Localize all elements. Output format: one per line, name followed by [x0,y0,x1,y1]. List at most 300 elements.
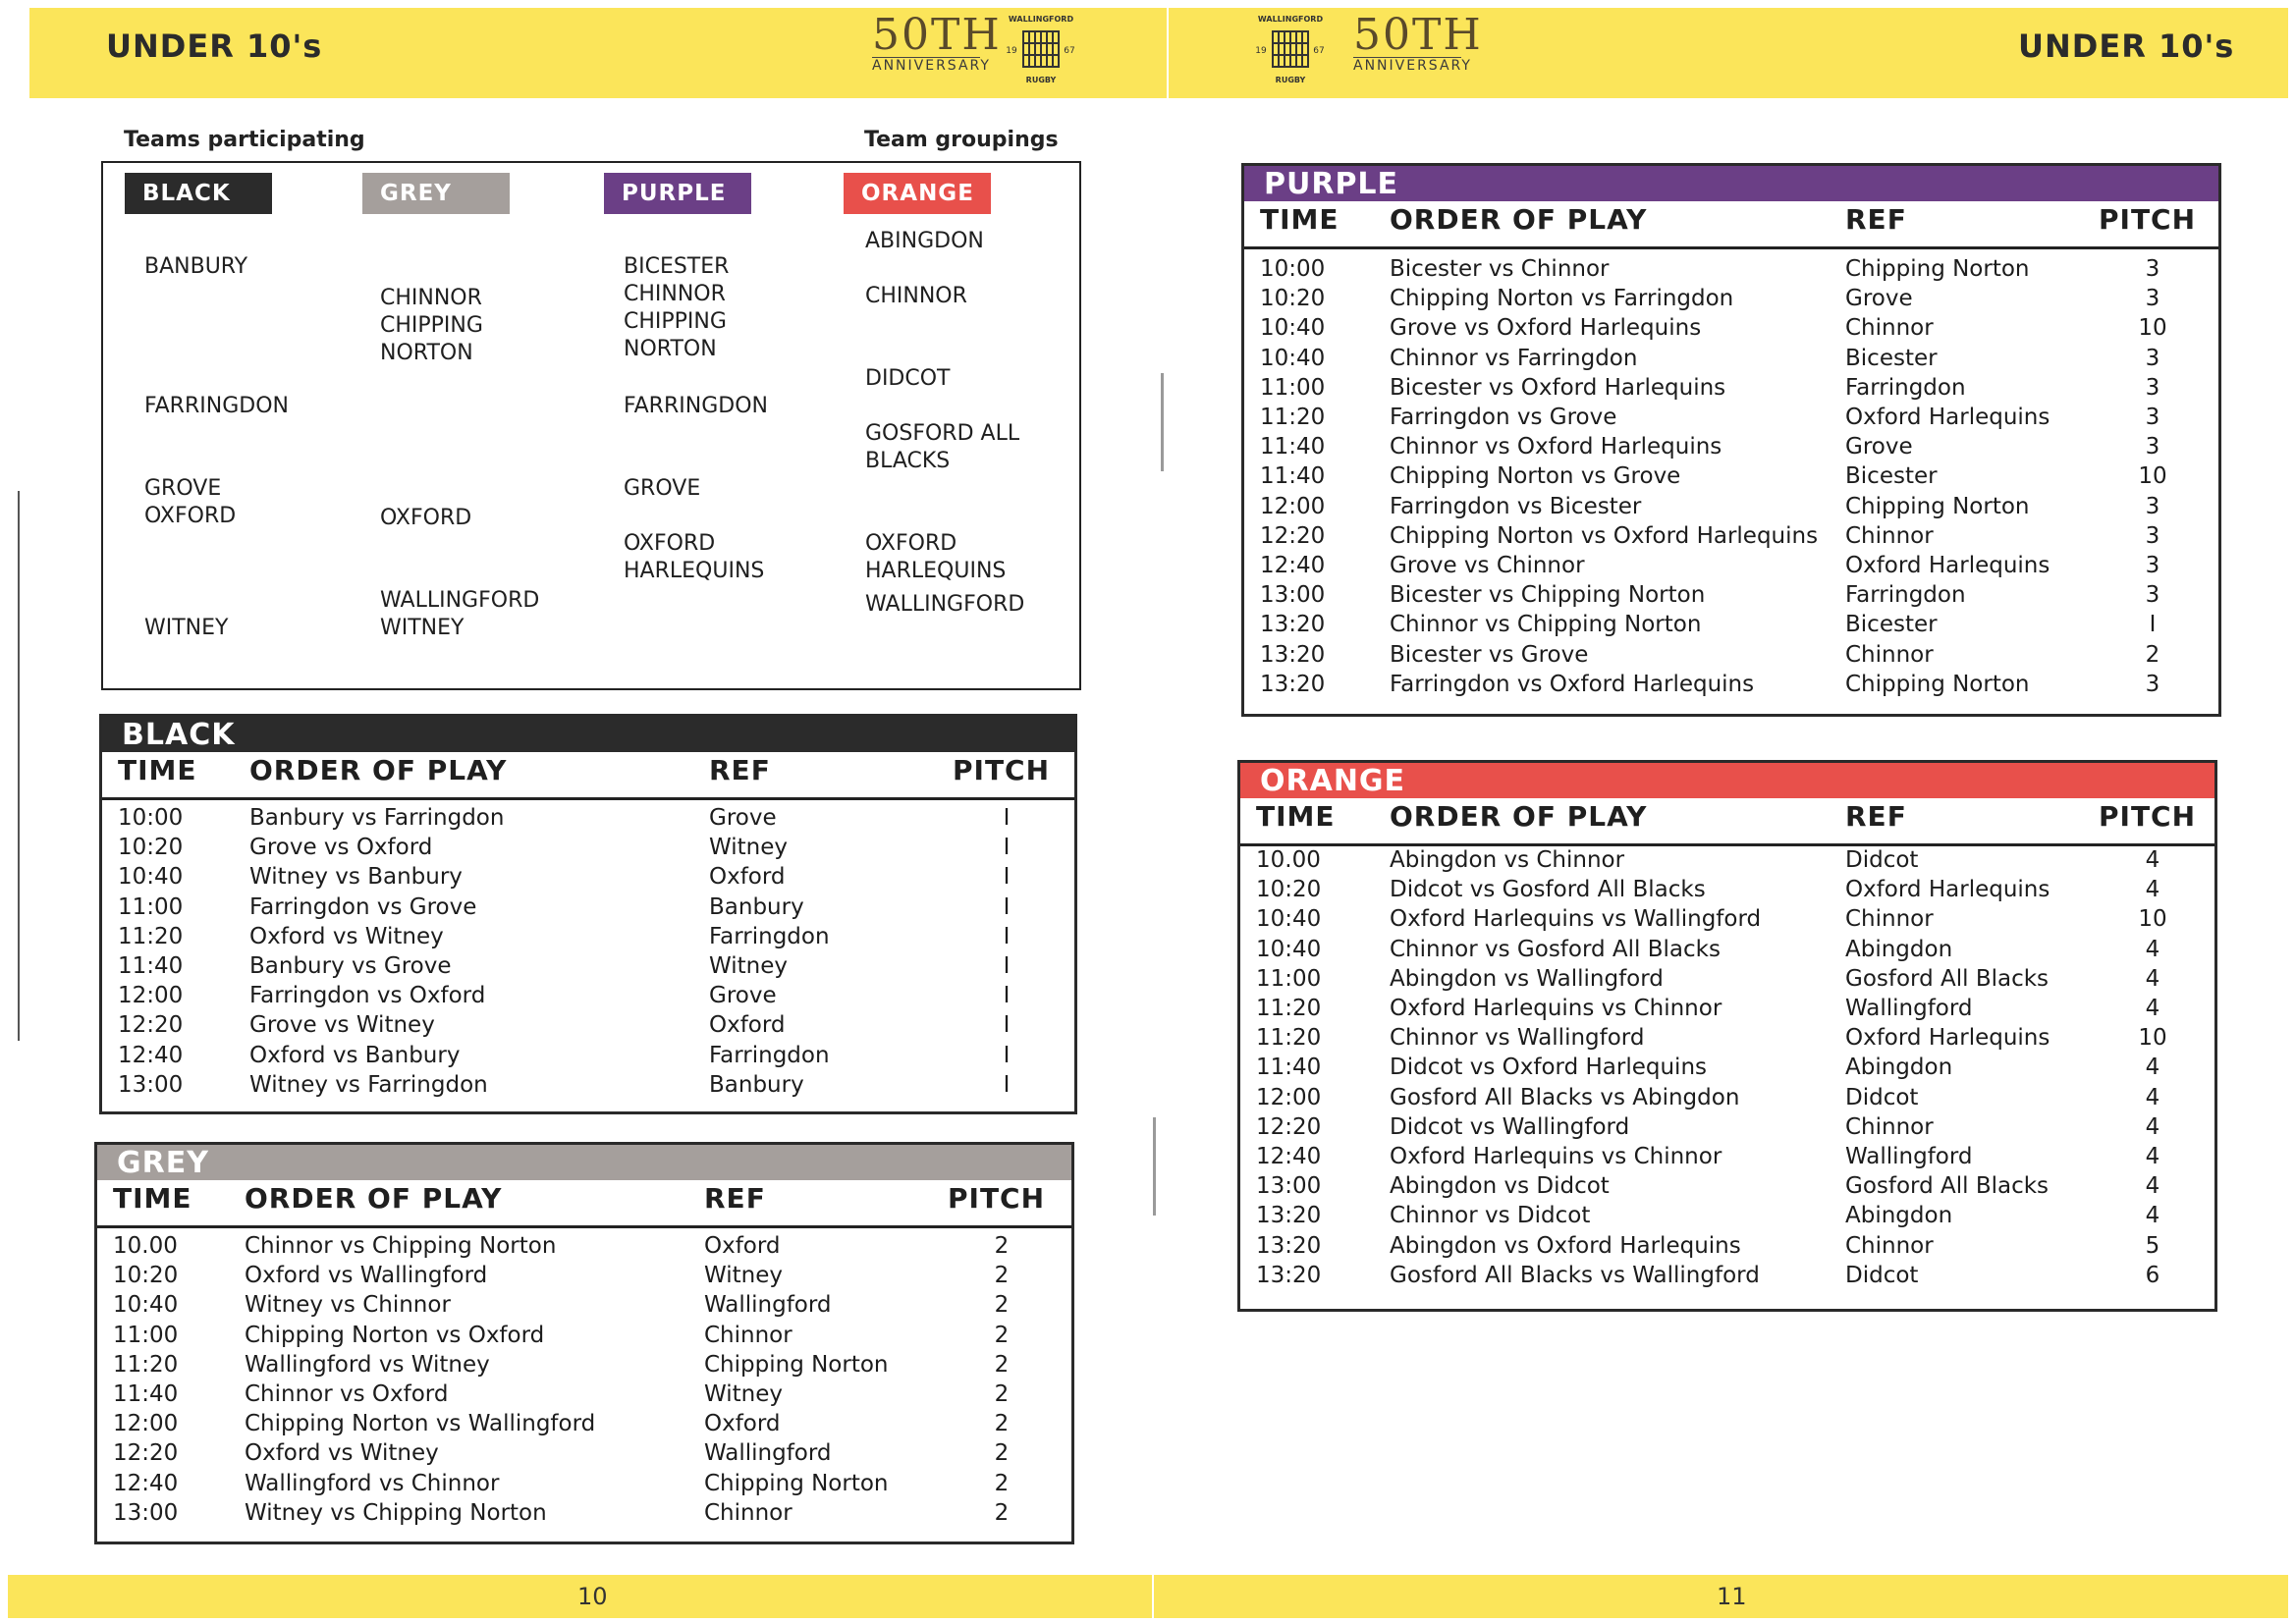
team-name: WALLINGFORD [865,592,1025,617]
pitch-cell: 2 [2145,641,2160,668]
time-cell: 11:40 [113,1381,179,1407]
table-row [1244,523,2218,553]
column-header-time: TIME [113,1182,192,1215]
pitch-cell: 2 [994,1470,1010,1496]
ref-cell: Farringdon [1845,374,1966,401]
ref-cell: Witney [709,835,788,861]
anniversary-number: 50TH [1353,10,1483,60]
match-cell: Bicester vs Grove [1390,641,1589,668]
match-cell: Chipping Norton vs Oxford Harlequins [1390,522,1819,549]
table-row [1240,877,2214,906]
team-name: GOSFORD ALL BLACKS [865,421,1020,473]
crest-left-text: 19 [1006,46,1017,56]
table-row [1240,906,2214,936]
time-cell: 10.00 [1256,847,1321,873]
pitch-cell: 4 [2145,1144,2160,1169]
time-cell: 10:40 [1260,345,1326,371]
table-row [102,1043,1074,1072]
pitch-cell: I [1003,1012,1011,1039]
time-cell: 10:40 [118,864,184,891]
table-row [1244,612,2218,641]
match-cell: Grove vs Oxford Harlequins [1390,315,1702,342]
team-name: DIDCOT [865,366,951,391]
time-cell: 13:20 [1260,641,1326,668]
pitch-cell: I [2149,612,2157,638]
table-row [1240,1144,2214,1173]
table-row [102,894,1074,924]
ref-cell: Chipping Norton [704,1470,889,1496]
table-row [97,1381,1071,1411]
table-row [1244,434,2218,463]
table-row [97,1292,1071,1322]
time-cell: 13:00 [1260,582,1326,609]
team-name: FARRINGDON [624,394,768,418]
time-cell: 10:00 [1260,256,1326,282]
right-page-title: UNDER 10's [2018,27,2235,65]
pitch-cell: 4 [2145,936,2160,962]
time-cell: 11:40 [118,953,184,979]
team-name: ABINGDON [865,229,984,253]
table-row [97,1440,1071,1470]
table-row [97,1471,1071,1500]
pitch-cell: 3 [2145,493,2160,519]
match-cell: Grove vs Chinnor [1390,553,1585,578]
pitch-cell: I [1003,864,1011,891]
column-header-order: ORDER OF PLAY [245,1182,503,1215]
table-row [1240,937,2214,966]
column-header-ref: REF [1845,203,1907,236]
match-cell: Didcot vs Gosford All Blacks [1390,877,1706,903]
ref-cell: Banbury [709,1071,804,1098]
time-cell: 13:20 [1256,1232,1322,1259]
team-name: CHINNOR [865,284,967,308]
team-name: GROVE [624,476,701,501]
team-name: WALLINGFORD WITNEY [380,588,540,640]
pitch-cell: 2 [994,1322,1010,1348]
ref-cell: Farringdon [709,1042,830,1068]
pitch-cell: 3 [2145,582,2160,609]
time-cell: 11:40 [1260,463,1326,490]
ref-cell: Witney [704,1381,783,1407]
ref-cell: Chipping Norton [704,1351,889,1378]
team-name: BICESTER CHINNOR CHIPPING NORTON [624,254,730,361]
time-cell: 10:40 [1260,315,1326,342]
match-cell: Bicester vs Chinnor [1390,256,1610,282]
table-row [1244,642,2218,672]
match-cell: Witney vs Chinnor [245,1292,451,1319]
ref-cell: Chinnor [1845,315,1934,342]
pitch-cell: I [1003,923,1011,949]
table-row [1240,847,2214,877]
pitch-cell: 3 [2145,553,2160,578]
team-name: GROVE OXFORD [144,476,237,528]
crest-top-text: WALLINGFORD [1008,15,1074,24]
column-header-time: TIME [1260,203,1339,236]
pitch-cell: I [1003,805,1011,831]
time-cell: 10:20 [1260,286,1326,312]
pitch-cell: 2 [994,1263,1010,1289]
left-page-title: UNDER 10's [106,27,323,65]
team-groupings-box [101,161,1081,690]
table-row [102,1012,1074,1042]
match-cell: Oxford vs Witney [245,1440,439,1467]
match-cell: Chinnor vs Oxford Harlequins [1390,434,1722,460]
time-cell: 11:20 [1256,996,1322,1021]
schedule-grey [94,1142,1074,1544]
ref-cell: Chinnor [1845,641,1934,668]
match-cell: Chinnor vs Didcot [1390,1203,1591,1229]
ref-cell: Oxford [704,1233,781,1259]
group-badge-grey: GREY [362,173,510,214]
table-row [1244,405,2218,434]
match-cell: Chipping Norton vs Farringdon [1390,286,1734,312]
pitch-cell: 2 [994,1411,1010,1437]
time-cell: 12:20 [118,1012,184,1039]
match-cell: Chinnor vs Chipping Norton [1390,612,1702,638]
match-cell: Bicester vs Oxford Harlequins [1390,374,1726,401]
ref-cell: Witney [709,953,788,979]
pitch-cell: 2 [994,1499,1010,1526]
time-cell: 12:40 [118,1042,184,1068]
pitch-cell: 6 [2145,1262,2160,1288]
pitch-cell: 4 [2145,847,2160,873]
table-row [102,1072,1074,1102]
crest-bottom-text: RUGBY [1025,76,1057,84]
crest-right-text: 67 [1064,46,1075,56]
match-cell: Chipping Norton vs Wallingford [245,1411,596,1437]
column-header-time: TIME [118,754,197,786]
ref-cell: Oxford Harlequins [1845,1025,2050,1052]
match-cell: Didcot vs Oxford Harlequins [1390,1055,1708,1081]
ref-cell: Chinnor [1845,1113,1934,1140]
ref-cell: Abingdon [1845,1055,1953,1081]
ref-cell: Chinnor [1845,906,1934,933]
table-row [1244,494,2218,523]
match-cell: Abingdon vs Chinnor [1390,847,1625,873]
pitch-cell: 3 [2145,405,2160,430]
ref-cell: Oxford Harlequins [1845,877,2050,903]
schedule-purple [1241,163,2221,717]
time-cell: 12:00 [113,1411,179,1437]
match-cell: Abingdon vs Wallingford [1390,965,1664,992]
ref-cell: Grove [709,983,777,1009]
time-cell: 12:40 [1256,1144,1322,1169]
schedule-title: BLACK [102,717,1074,752]
crest-top-text: WALLINGFORD [1257,15,1324,24]
pitch-cell: 3 [2145,345,2160,371]
time-cell: 10:40 [1256,936,1322,962]
time-cell: 12:20 [1260,522,1326,549]
table-row [1240,1055,2214,1084]
ref-cell: Oxford Harlequins [1845,553,2050,578]
column-header-pitch: PITCH [953,754,1051,786]
ref-cell: Wallingford [704,1440,832,1467]
ref-cell: Bicester [1845,345,1938,371]
table-row [102,864,1074,893]
column-header-order: ORDER OF PLAY [249,754,508,786]
pitch-cell: 3 [2145,286,2160,312]
ref-cell: Didcot [1845,1084,1919,1110]
ref-cell: Oxford Harlequins [1845,405,2050,430]
table-row [1240,1233,2214,1263]
team-name: OXFORD HARLEQUINS [865,531,1007,583]
pitch-cell: 2 [994,1381,1010,1407]
match-cell: Farringdon vs Oxford [249,983,486,1009]
pitch-cell: 4 [2145,1173,2160,1200]
match-cell: Farringdon vs Grove [1390,405,1617,430]
table-row [97,1323,1071,1352]
crest-right-text: 67 [1313,46,1325,56]
group-badge-purple: PURPLE [604,173,751,214]
match-cell: Bicester vs Chipping Norton [1390,582,1706,609]
match-cell: Grove vs Oxford [249,835,433,861]
ref-cell: Grove [1845,286,1913,312]
time-cell: 11:00 [118,893,184,920]
anniversary-number: 50TH [872,10,1002,60]
pitch-cell: 4 [2145,877,2160,903]
time-cell: 11:20 [118,923,184,949]
pitch-cell: 4 [2145,1084,2160,1110]
match-cell: Chinnor vs Oxford [245,1381,449,1407]
pitch-cell: 4 [2145,996,2160,1021]
team-name: OXFORD [380,506,472,530]
time-cell: 13:20 [1260,612,1326,638]
pitch-cell: 3 [2145,374,2160,401]
match-cell: Oxford Harlequins vs Wallingford [1390,906,1762,933]
pitch-cell: I [1003,953,1011,979]
team-name: BANBURY [144,254,248,279]
time-cell: 13:00 [1256,1173,1322,1200]
table-row [1244,553,2218,582]
ref-cell: Chipping Norton [1845,671,2030,697]
pitch-cell: I [1003,1071,1011,1098]
club-crest-right-icon [1253,10,1328,88]
pitch-cell: 4 [2145,1203,2160,1229]
header-rule [97,1225,1071,1228]
time-cell: 11:20 [1260,405,1326,430]
ref-cell: Witney [704,1263,783,1289]
schedule-title: GREY [97,1145,1071,1180]
anniversary-logo-left [872,10,1002,74]
ref-cell: Chipping Norton [1845,493,2030,519]
time-cell: 11:40 [1256,1055,1322,1081]
pitch-cell: 10 [2138,315,2167,342]
table-row [1244,256,2218,286]
match-cell: Abingdon vs Didcot [1390,1173,1610,1200]
table-row [97,1233,1071,1263]
time-cell: 10.00 [113,1233,178,1259]
pitch-cell: 4 [2145,1113,2160,1140]
team-name: OXFORD HARLEQUINS [624,531,765,583]
pitch-cell: 4 [2145,965,2160,992]
column-header-pitch: PITCH [948,1182,1046,1215]
header-rule [102,797,1074,800]
match-cell: Farringdon vs Oxford Harlequins [1390,671,1755,697]
match-cell: Wallingford vs Witney [245,1351,490,1378]
pitch-cell: 2 [994,1233,1010,1259]
time-cell: 13:00 [118,1071,184,1098]
ref-cell: Wallingford [704,1292,832,1319]
time-cell: 11:00 [113,1322,179,1348]
pitch-cell: I [1003,893,1011,920]
ref-cell: Wallingford [1845,996,1973,1021]
header-rule [1240,843,2214,846]
time-cell: 12:40 [113,1470,179,1496]
time-cell: 11:40 [1260,434,1326,460]
club-crest-left-icon [1004,10,1078,88]
table-row [97,1263,1071,1292]
table-row [1240,966,2214,996]
time-cell: 10:20 [1256,877,1322,903]
pitch-cell: 3 [2145,522,2160,549]
binding-mark [1161,373,1164,471]
match-cell: Banbury vs Farringdon [249,805,505,831]
time-cell: 12:00 [118,983,184,1009]
anniversary-label: ANNIVERSARY [872,58,991,74]
team-name: FARRINGDON [144,394,289,418]
match-cell: Chinnor vs Gosford All Blacks [1390,936,1721,962]
table-row [1244,582,2218,612]
table-row [97,1500,1071,1530]
table-row [97,1411,1071,1440]
anniversary-logo-right [1353,10,1483,74]
ref-cell: Bicester [1845,463,1938,490]
ref-cell: Didcot [1845,1262,1919,1288]
time-cell: 11:20 [113,1351,179,1378]
time-cell: 12:20 [113,1440,179,1467]
ref-cell: Didcot [1845,847,1919,873]
table-row [102,805,1074,835]
match-cell: Chinnor vs Chipping Norton [245,1233,557,1259]
table-row [102,953,1074,983]
table-row [1240,1203,2214,1232]
column-header-pitch: PITCH [2099,800,2197,833]
match-cell: Chipping Norton vs Oxford [245,1322,545,1348]
table-row [97,1352,1071,1381]
column-header-ref: REF [709,754,771,786]
pitch-cell: I [1003,1042,1011,1068]
ref-cell: Oxford [704,1411,781,1437]
ref-cell: Chipping Norton [1845,256,2030,282]
column-header-pitch: PITCH [2099,203,2197,236]
time-cell: 10:40 [1256,906,1322,933]
team-groupings-label: Team groupings [864,128,1059,152]
time-cell: 10:20 [118,835,184,861]
pitch-cell: 10 [2138,463,2167,490]
ref-cell: Oxford [709,1012,786,1039]
pitch-cell: 3 [2145,256,2160,282]
match-cell: Oxford Harlequins vs Chinnor [1390,1144,1722,1169]
table-row [102,835,1074,864]
schedule-title: PURPLE [1244,166,2218,201]
schedule-black [99,714,1077,1114]
team-name: WITNEY [144,616,229,640]
pitch-cell: 10 [2138,1025,2167,1052]
table-row [1240,1025,2214,1055]
schedule-orange [1237,760,2217,1312]
table-row [1240,996,2214,1025]
table-row [1244,463,2218,493]
match-cell: Banbury vs Grove [249,953,452,979]
teams-participating-label: Teams participating [124,128,365,152]
pitch-cell: I [1003,835,1011,861]
time-cell: 11:00 [1260,374,1326,401]
binding-mark [1153,1117,1156,1216]
ref-cell: Chinnor [1845,522,1934,549]
match-cell: Oxford vs Banbury [249,1042,461,1068]
table-row [1240,1085,2214,1114]
column-header-order: ORDER OF PLAY [1390,203,1648,236]
pitch-cell: 2 [994,1351,1010,1378]
table-row [102,983,1074,1012]
table-row [1244,672,2218,701]
table-row [102,924,1074,953]
time-cell: 12:20 [1256,1113,1322,1140]
column-header-time: TIME [1256,800,1336,833]
time-cell: 12:40 [1260,553,1326,578]
right-page-number: 11 [1717,1583,1747,1610]
match-cell: Oxford vs Wallingford [245,1263,488,1289]
match-cell: Witney vs Banbury [249,864,463,891]
time-cell: 12:00 [1260,493,1326,519]
time-cell: 10:00 [118,805,184,831]
left-page-number: 10 [577,1583,608,1610]
time-cell: 11:20 [1256,1025,1322,1052]
ref-cell: Grove [709,805,777,831]
ref-cell: Chinnor [1845,1232,1934,1259]
ref-cell: Wallingford [1845,1144,1973,1169]
table-row [1244,375,2218,405]
anniversary-label: ANNIVERSARY [1353,58,1472,74]
table-row [1240,1263,2214,1292]
ref-cell: Gosford All Blacks [1845,965,2050,992]
match-cell: Farringdon vs Bicester [1390,493,1642,519]
table-row [1244,286,2218,315]
time-cell: 13:20 [1256,1262,1322,1288]
pitch-cell: 4 [2145,1055,2160,1081]
time-cell: 10:40 [113,1292,179,1319]
pitch-cell: 2 [994,1440,1010,1467]
group-badge-orange: ORANGE [844,173,991,214]
pitch-cell: 10 [2138,906,2167,933]
schedule-title: ORANGE [1240,763,2214,798]
pitch-cell: 3 [2145,434,2160,460]
ref-cell: Abingdon [1845,936,1953,962]
match-cell: Witney vs Farringdon [249,1071,488,1098]
group-badge-black: BLACK [125,173,272,214]
match-cell: Chipping Norton vs Grove [1390,463,1681,490]
time-cell: 13:20 [1256,1203,1322,1229]
match-cell: Grove vs Witney [249,1012,435,1039]
match-cell: Wallingford vs Chinnor [245,1470,500,1496]
time-cell: 11:00 [1256,965,1322,992]
ref-cell: Oxford [709,864,786,891]
time-cell: 13:00 [113,1499,179,1526]
match-cell: Oxford vs Witney [249,923,444,949]
pitch-cell: 5 [2145,1232,2160,1259]
ref-cell: Chinnor [704,1322,793,1348]
time-cell: 10:20 [113,1263,179,1289]
time-cell: 13:20 [1260,671,1326,697]
ref-cell: Gosford All Blacks [1845,1173,2050,1200]
header-rule [1244,246,2218,249]
ref-cell: Abingdon [1845,1203,1953,1229]
match-cell: Gosford All Blacks vs Wallingford [1390,1262,1760,1288]
match-cell: Didcot vs Wallingford [1390,1113,1630,1140]
crest-left-text: 19 [1255,46,1267,56]
match-cell: Witney vs Chipping Norton [245,1499,547,1526]
page-edge-mark [18,491,20,1041]
